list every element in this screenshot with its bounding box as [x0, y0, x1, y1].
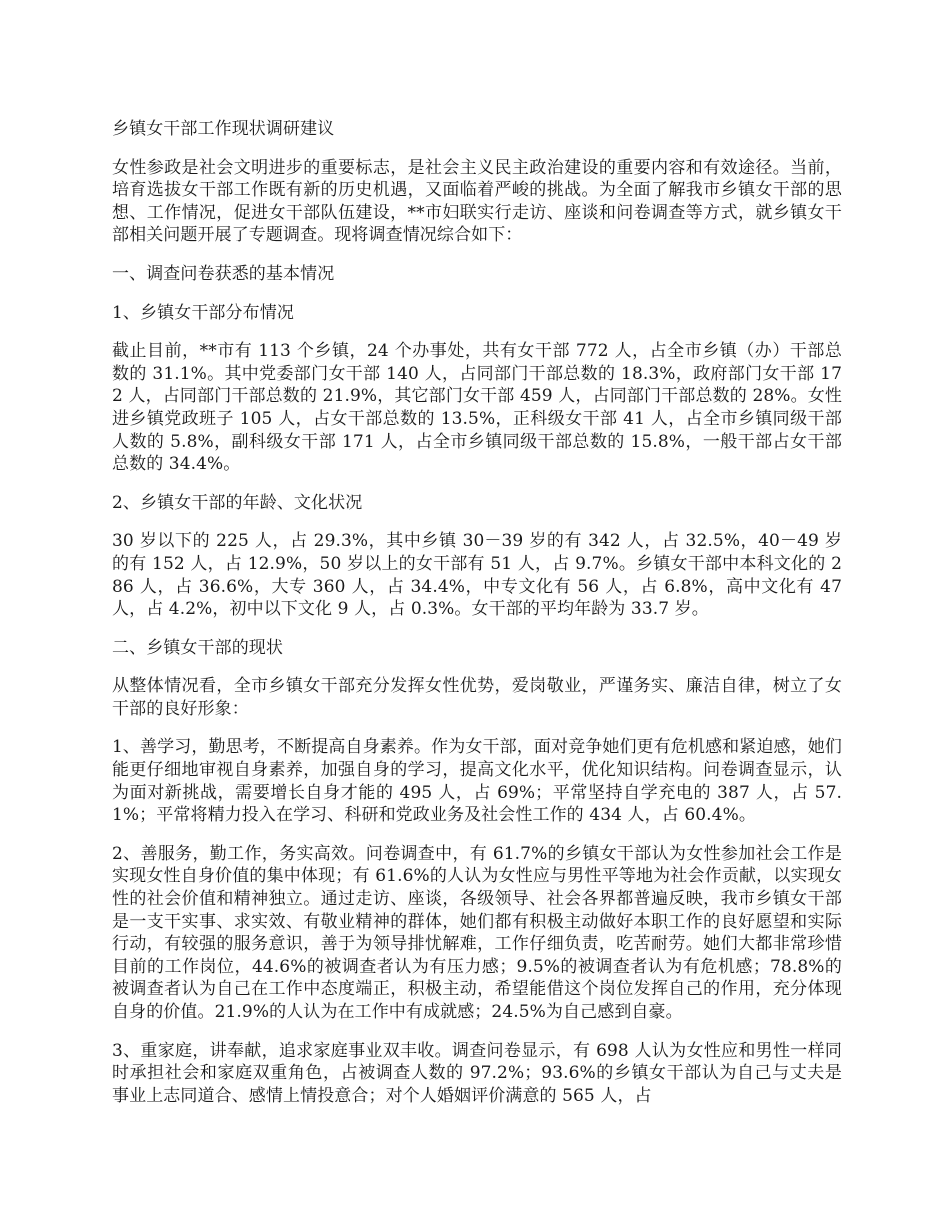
point-2-paragraph: 2、善服务，勤工作，务实高效。问卷调查中，有 61.7%的乡镇女干部认为女性参加社会工作是实现女性自身价值的集中体现；有 61.6%的人认为女性应与男性平等地为社会作贡献，以实现女性的社会价值和精神独立。通过走访、座谈，各级领导、社会各界都普遍反映，我市乡镇女干部是一支干实事、求实效、有敬业精神的群体，她们都有积极主动做好本职工作的良好愿望和实际行动，有较强的服务意识，善于为领导排忧解难，工作仔细负责，吃苦耐劳。她们大都非常珍惜目前的工作岗位，44.6%的被调查者认为有压力感；9.5%的被调查者认为有危机感；78.8%的被调查者认为自己在工作中态度端正，积极主动，希望能借这个岗位发挥自己的作用，充分体现自身的价值。21.9%的人认为在工作中有成就感；24.5%为自己感到自豪。 [112, 843, 842, 1022]
document-page [112, 118, 842, 1123]
document-title: 乡镇女干部工作现状调研建议 [112, 119, 335, 139]
section-heading-1: 一、调查问卷获悉的基本情况 [112, 263, 335, 284]
distribution-paragraph: 截止目前，**市有 113 个乡镇，24 个办事处，共有女干部 772 人，占全市乡镇（办）干部总数的 31.1%。其中党委部门女干部 140 人，占同部门干部总数的 18.3%，政府部门女干部 172 人，占同部门干部总数的 21.9%，其它部门女干部 459 人，占同部门干部总数的 28%。女性进乡镇党政班子 105 人，占女干部总数的 13.5%，正科级女干部 41 人，占全市乡镇同级干部人数的 5.8%，副科级女干部 171 人，占全市乡镇同级干部总数的 15.8%，一般干部占女干部总数的 34.4%。 [112, 341, 842, 475]
point-1-paragraph: 1、善学习，勤思考，不断提高自身素养。作为女干部，面对竞争她们更有危机感和紧迫感，她们能更仔细地审视自身素养，加强自身的学习，提高文化水平，优化知识结构。问卷调查显示，认为面对新挑战，需要增长自身才能的 495 人，占 69%；平常坚持自学充电的 387 人，占 57.1%；平常将精力投入在学习、科研和党政业务及社会性工作的 434 人，占 60.4%。 [112, 737, 842, 826]
section-heading-2: 二、乡镇女干部的现状 [112, 637, 283, 658]
point-3-paragraph: 3、重家庭，讲奉献，追求家庭事业双丰收。调查问卷显示，有 698 人认为女性应和男性一样同时承担社会和家庭双重角色，占被调查人数的 97.2%；93.6%的乡镇女干部认为自己与丈夫是事业上志同道合、感情上情投意合；对个人婚姻评价满意的 565 人，占 [112, 1040, 842, 1106]
overview-paragraph: 从整体情况看，全市乡镇女干部充分发挥女性优势，爱岗敬业，严谨务实、廉洁自律，树立了女干部的良好形象： [112, 676, 842, 719]
subsection-heading-1-2: 2、乡镇女干部的年龄、文化状况 [112, 492, 363, 513]
subsection-heading-1-1: 1、乡镇女干部分布情况 [112, 302, 294, 323]
intro-paragraph: 女性参政是社会文明进步的重要标志，是社会主义民主政治建设的重要内容和有效途径。当前，培育选拔女干部工作既有新的历史机遇，又面临着严峻的挑战。为全面了解我市乡镇女干部的思想、工作情况，促进女干部队伍建设，**市妇联实行走访、座谈和问卷调查等方式，就乡镇女干部相关问题开展了专题调查。现将调查情况综合如下： [112, 157, 842, 246]
age-education-paragraph: 30 岁以下的 225 人，占 29.3%，其中乡镇 30－39 岁的有 342 人，占 32.5%，40－49 岁的有 152 人，占 12.9%，50 岁以上的女干部有 51 人，占 9.7%。乡镇女干部中本科文化的 286 人，占 36.6%，大专 360 人，占 34.4%，中专文化有 56 人，占 6.8%，高中文化有 47 人，占 4.2%，初中以下文化 9 人，占 0.3%。女干部的平均年龄为 33.7 岁。 [112, 531, 842, 620]
